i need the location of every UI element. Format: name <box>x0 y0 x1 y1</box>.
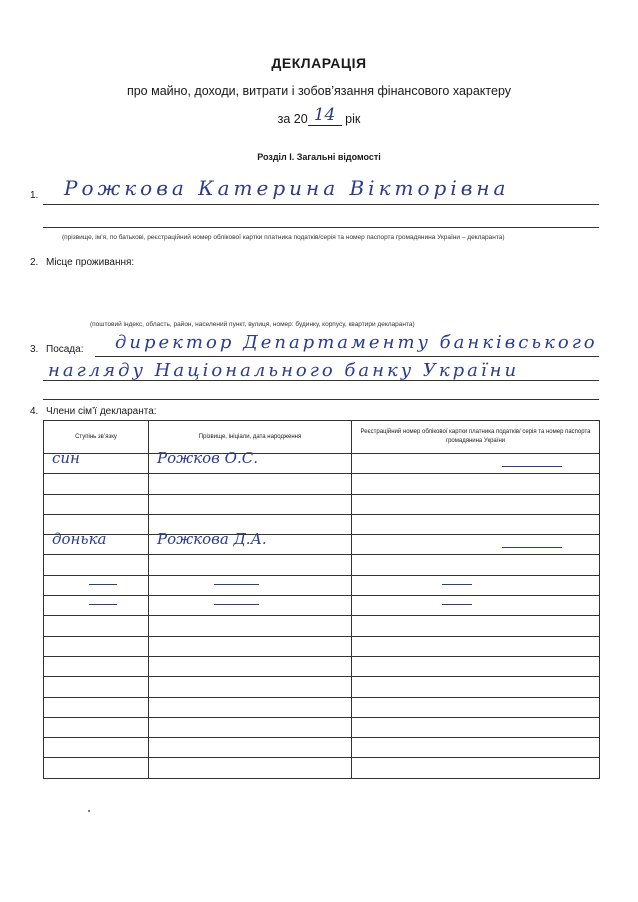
item2-caption: (поштовий індекс, область, район, населений пункт, вулиця, номер: будинку, корпусу, квартири декларанта) <box>90 321 415 328</box>
table-cell-id <box>352 535 600 555</box>
item1-line-2 <box>43 227 599 228</box>
table-cell-name <box>149 555 352 575</box>
table-cell-relation <box>44 494 149 514</box>
table-cell-relation <box>44 677 149 697</box>
col-relation-header: Ступінь зв’язку <box>44 421 149 454</box>
year-blank <box>308 105 342 126</box>
table-row <box>44 494 600 514</box>
table-cell-relation <box>44 530 149 555</box>
item2-label: Місце проживання: <box>46 257 135 268</box>
item1-line-1 <box>43 204 599 205</box>
table-cell-name <box>149 717 352 737</box>
col-id-header: Реєстраційний номер облікової картки платника податків/ серія та номер паспорта громадянина України <box>352 421 600 454</box>
handwritten-dash <box>442 584 472 585</box>
table-cell-relation <box>44 636 149 656</box>
section-title: Розділ І. Загальні відомості <box>257 152 381 162</box>
family-members-table <box>43 420 600 779</box>
item3-label: Посада: <box>46 344 84 355</box>
table-cell-name <box>149 697 352 717</box>
table-header-row <box>44 421 600 454</box>
table-cell-name <box>149 656 352 676</box>
handwritten-relation: донька <box>52 530 107 549</box>
table-cell-id <box>352 697 600 717</box>
table-cell-relation <box>44 575 149 595</box>
table-cell-id <box>352 738 600 758</box>
table-cell-name <box>149 636 352 656</box>
table-cell-id <box>352 656 600 676</box>
table-cell-name <box>149 677 352 697</box>
item3-handwritten-line2: нагляду Національного банку України <box>48 360 520 381</box>
table-cell-relation <box>44 474 149 494</box>
handwritten-dash <box>89 584 117 585</box>
table-cell-relation <box>44 717 149 737</box>
table-cell-id <box>352 677 600 697</box>
table-cell-name <box>149 530 352 555</box>
handwritten-dash <box>502 547 562 548</box>
table-cell-name <box>149 449 352 474</box>
table-cell-relation <box>44 555 149 575</box>
handwritten-dash <box>502 466 562 467</box>
table-row <box>44 656 600 676</box>
table-row <box>44 474 600 494</box>
table-cell-name <box>149 596 352 616</box>
col-name-header: Прізвище, ініціали, дата народження <box>149 421 352 454</box>
table-cell-id <box>352 596 600 616</box>
handwritten-dash <box>89 604 117 605</box>
item3-line-3 <box>43 399 599 400</box>
table-row <box>44 677 600 697</box>
year-line <box>0 105 638 126</box>
table-row <box>44 514 600 534</box>
table-cell-name <box>149 758 352 778</box>
table-row <box>44 616 600 636</box>
table-row <box>44 697 600 717</box>
table-cell-id <box>352 555 600 575</box>
table-cell-relation <box>44 616 149 636</box>
table-cell-id <box>352 454 600 474</box>
handwritten-name: Рожков О.С. <box>157 449 258 467</box>
item4-number: 4. <box>30 406 39 417</box>
handwritten-dash <box>442 604 472 605</box>
item1-number: 1. <box>30 190 39 201</box>
table-cell-id <box>352 575 600 595</box>
table-cell-name <box>149 494 352 514</box>
item1-handwritten-name: Рожкова Катерина Вікторівна <box>64 176 510 200</box>
item2-number: 2. <box>30 257 39 268</box>
table-cell-id <box>352 514 600 534</box>
table-row <box>44 535 600 555</box>
item3-number: 3. <box>30 344 39 355</box>
handwritten-relation: син <box>52 449 80 467</box>
item3-handwritten-line1: директор Департаменту банківського <box>115 332 598 353</box>
document-title: ДЕКЛАРАЦІЯ <box>271 55 367 71</box>
table-cell-relation <box>44 697 149 717</box>
table-cell-id <box>352 758 600 778</box>
item4-label: Члени сім’ї декларанта: <box>46 406 157 417</box>
table-cell-id <box>352 717 600 737</box>
stray-mark <box>88 810 90 812</box>
table-row <box>44 738 600 758</box>
table-cell-id <box>352 636 600 656</box>
table-cell-relation <box>44 738 149 758</box>
table-row <box>44 596 600 616</box>
table-cell-relation <box>44 758 149 778</box>
item3-line-1 <box>95 356 599 357</box>
table-cell-name <box>149 575 352 595</box>
table-row <box>44 575 600 595</box>
year-suffix: рік <box>345 112 361 126</box>
table-row <box>44 758 600 778</box>
table-cell-id <box>352 494 600 514</box>
item3-line-2 <box>43 380 599 381</box>
table-cell-relation <box>44 656 149 676</box>
handwritten-name: Рожкова Д.А. <box>157 530 267 549</box>
table-cell-relation <box>44 449 149 474</box>
table-row <box>44 454 600 474</box>
table-row <box>44 717 600 737</box>
document-subtitle: про майно, доходи, витрати і зобов’язання фінансового характеру <box>126 84 512 98</box>
table-cell-id <box>352 474 600 494</box>
table-row <box>44 555 600 575</box>
table-row <box>44 636 600 656</box>
table-cell-id <box>352 616 600 636</box>
handwritten-dash <box>214 604 259 605</box>
year-handwritten: 14 <box>313 105 336 125</box>
table-cell-name <box>149 738 352 758</box>
table-cell-name <box>149 616 352 636</box>
item1-caption: (прізвище, ім’я, по батькові, реєстраційний номер облікової картки платника податків/серія та номер паспорта громадянина України – декларанта) <box>62 234 505 241</box>
handwritten-dash <box>214 584 259 585</box>
table-cell-relation <box>44 596 149 616</box>
year-prefix: за 20 <box>277 112 308 126</box>
table-cell-name <box>149 474 352 494</box>
